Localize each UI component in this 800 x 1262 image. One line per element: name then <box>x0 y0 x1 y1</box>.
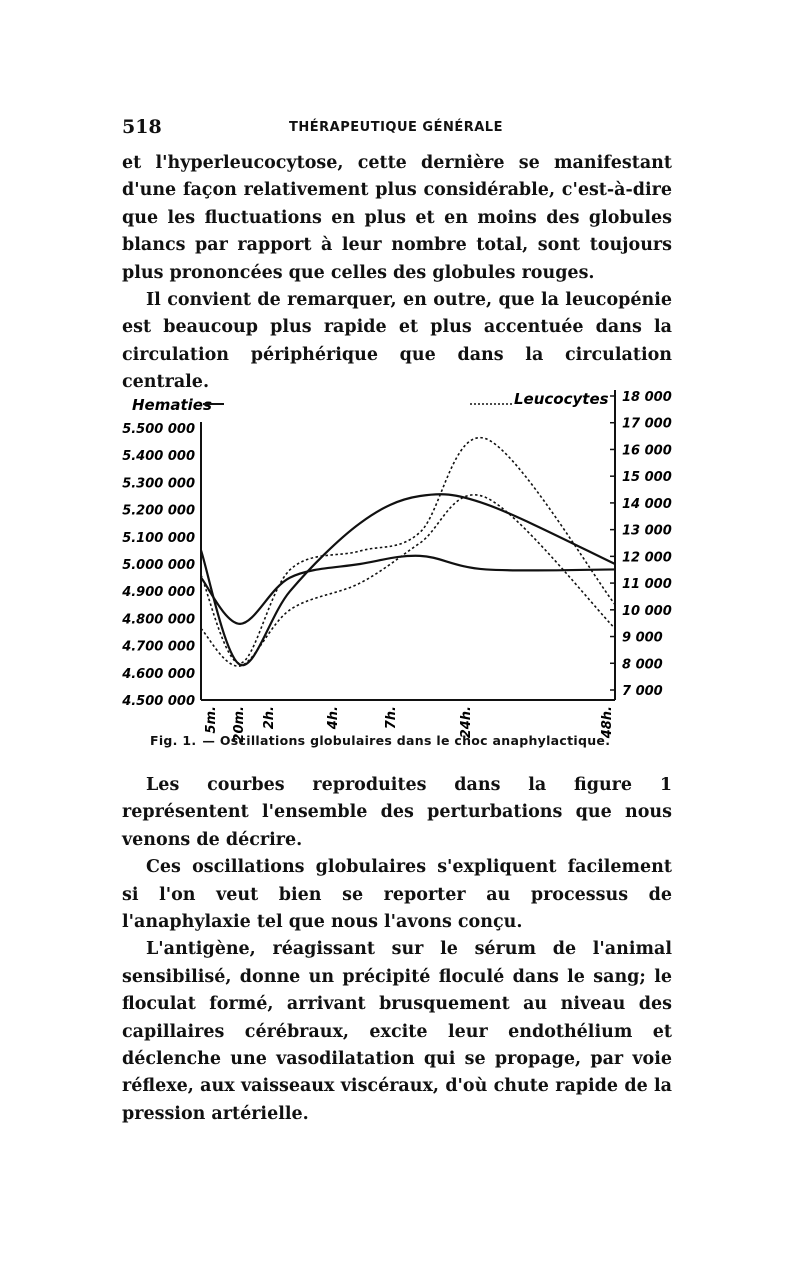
paragraph: Il convient de remarquer, en outre, que la leucopénie est beaucoup plus rapide et plus accentuée dans la circulation périphérique que dans la circulation centrale. <box>122 290 672 393</box>
left-tick-label: 5.500 000 <box>122 422 195 437</box>
series-line-hematies-1 <box>201 494 615 665</box>
right-tick-label: 13 000 <box>622 523 672 539</box>
right-tick-label: 16 000 <box>622 443 672 459</box>
right-tick-label: 11 000 <box>622 577 672 593</box>
left-tick-label: 5.200 000 <box>122 503 195 519</box>
x-tick-label: 20m. <box>232 706 247 743</box>
left-tick-label: 4.700 000 <box>122 639 195 655</box>
x-tick-label: 7h. <box>384 706 399 730</box>
right-tick-label: 14 000 <box>622 496 672 512</box>
left-tick-label: 5.300 000 <box>122 476 195 492</box>
paragraph: et l'hyperleucocytose, cette dernière se manifestant d'une façon relativement plus considérable, c'est-à-dire que les fluctuations en plus et en moins des globules blancs par rapport à leur nombre total, sont toujours plus prononcées que celles des globules rouges. <box>122 153 672 283</box>
left-tick-label: 4.800 000 <box>122 612 195 628</box>
x-tick-label: 5m. <box>204 706 219 734</box>
x-tick-label: 48h. <box>600 706 615 739</box>
legend-leucocytes-label: Leucocytes <box>514 390 609 408</box>
figure-caption <box>150 733 670 748</box>
right-tick-label: 18 000 <box>622 390 672 405</box>
right-tick-label: 17 000 <box>622 416 672 432</box>
left-tick-label: 4.900 000 <box>122 585 195 601</box>
x-tick-label: 4h. <box>326 706 341 730</box>
right-tick-label: 8 000 <box>622 657 663 673</box>
right-tick-label: 10 000 <box>622 603 672 619</box>
left-tick-label: 4.500 000 <box>122 694 195 709</box>
left-tick-label: 4.600 000 <box>122 666 195 682</box>
paragraph: Les courbes reproduites dans la figure 1 représentent l'ensemble des perturbations que nous venons de décrire. <box>122 775 672 850</box>
series-line-leucocytes-2 <box>201 495 615 666</box>
right-tick-label: 7 000 <box>622 684 663 699</box>
page-number: 518 <box>122 116 162 138</box>
running-title: THÉRAPEUTIQUE GÉNÉRALE <box>289 120 503 135</box>
paragraph: L'antigène, réagissant sur le sérum de l'animal sensibilisé, donne un précipité floculé dans le sang; le floculat formé, arrivant brusquement au niveau des capillaires cérébraux, excite leur endothélium et déclenche une vasodilatation qui se propage, par voie réflexe, aux vaisseaux viscéraux, d'où chute rapide de la pression artérielle. <box>122 939 672 1124</box>
legend-hematies-label: Hematies <box>132 396 212 414</box>
left-tick-label: 5.000 000 <box>122 558 195 573</box>
left-tick-label: 5.100 000 <box>122 530 195 546</box>
left-tick-label: 5.400 000 <box>122 449 195 465</box>
paragraph: Ces oscillations globulaires s'expliquent facilement si l'on veut bien se reporter au processus de l'anaphylaxie tel que nous l'avons conçu. <box>122 857 672 933</box>
x-tick-label: 2h. <box>262 706 277 730</box>
x-tick-label: 24h. <box>459 706 474 739</box>
right-tick-label: 15 000 <box>622 470 672 486</box>
body-text-bottom <box>122 772 672 1128</box>
figure-number: Fig. 1. <box>150 733 197 748</box>
figure-caption-text: — Oscillations globulaires dans le choc anaphylactique. <box>202 733 611 748</box>
right-tick-label: 12 000 <box>622 550 672 566</box>
right-tick-label: 9 000 <box>622 630 663 646</box>
series-line-hematies-2 <box>201 556 615 624</box>
